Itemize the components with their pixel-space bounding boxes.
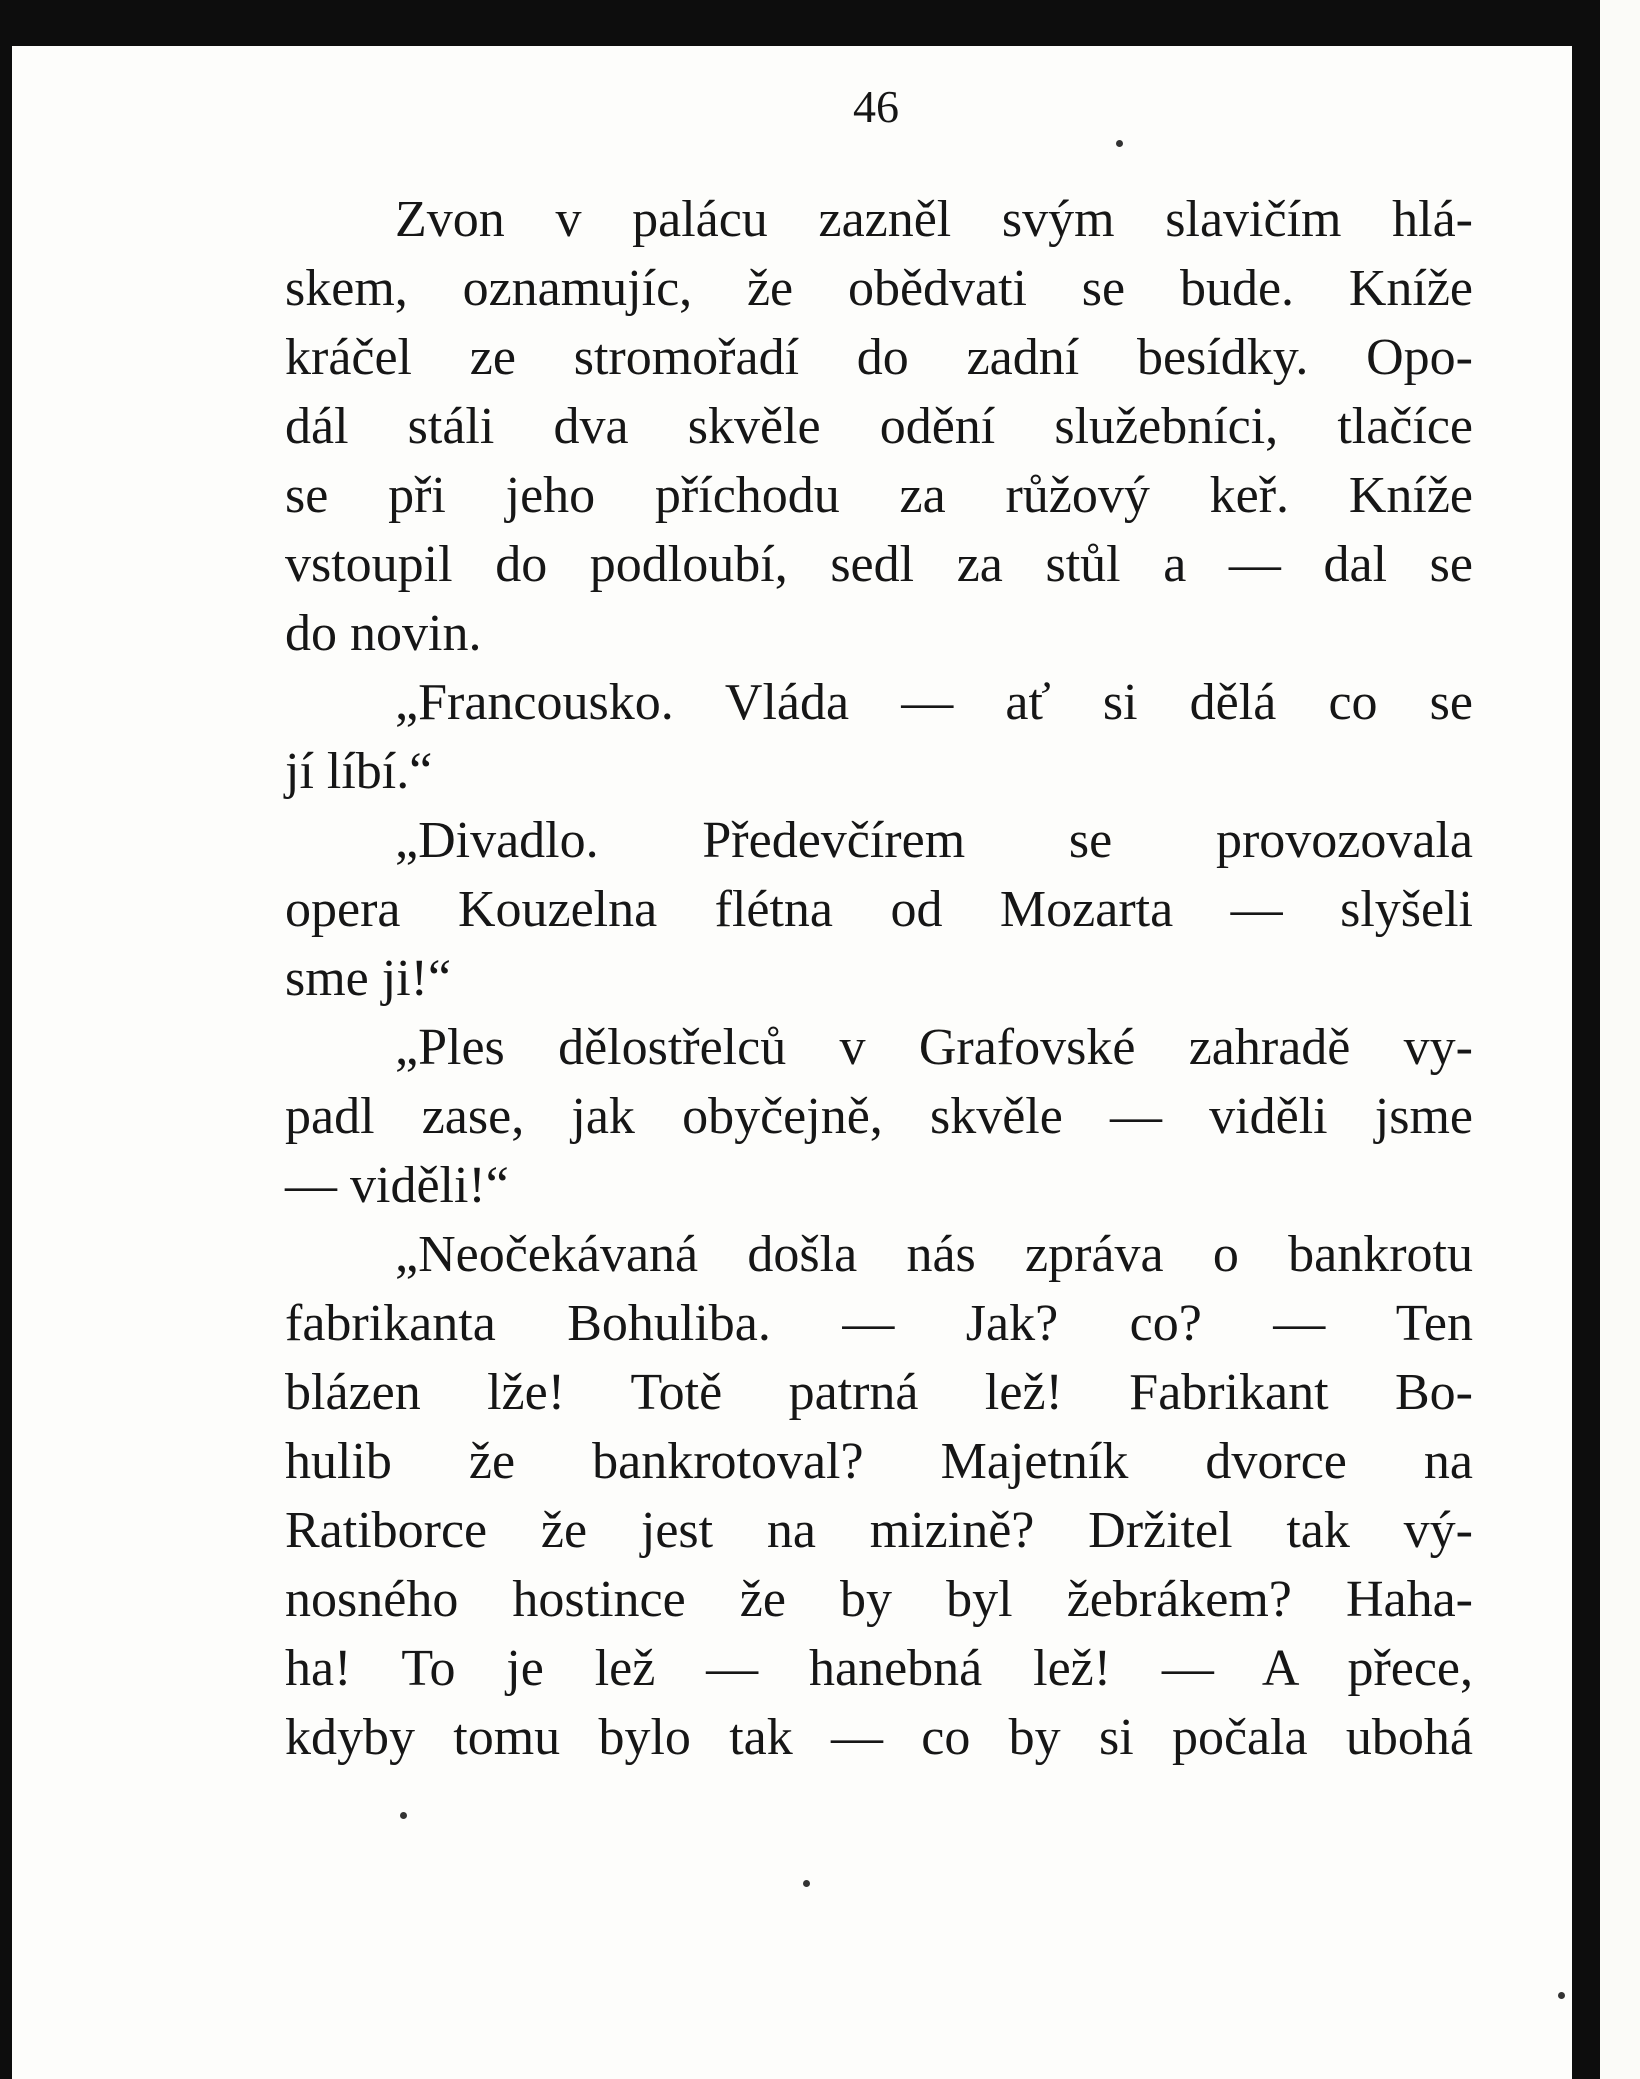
text-line: Zvon v palácu zazněl svým slavičím hlá-: [395, 191, 1473, 248]
text-line: kráčel ze stromořadí do zadní besídky. Opo-: [285, 329, 1473, 386]
scan-speck: [400, 1812, 407, 1819]
scan-speck: [1558, 1992, 1565, 1999]
text-line: opera Kouzelna flétna od Mozarta — slyšeli: [285, 881, 1473, 938]
text-line: kdyby tomu bylo tak — co by si počala ubohá: [285, 1709, 1473, 1766]
text-line: padl zase, jak obyčejně, skvěle — viděli jsme: [285, 1088, 1473, 1145]
text-line: — viděli!“: [285, 1157, 509, 1214]
text-line: blázen lže! Totě patrná lež! Fabrikant Bo-: [285, 1364, 1473, 1421]
text-line: ha! To je lež — hanebná lež! — A přece,: [285, 1640, 1473, 1697]
text-line: hulib že bankrotoval? Majetník dvorce na: [285, 1433, 1473, 1490]
text-line: „Ples dělostřelců v Grafovské zahradě vy-: [395, 1019, 1473, 1076]
text-line: skem, oznamujíc, že obědvati se bude. Kníže: [285, 260, 1473, 317]
text-line: Ratiborce že jest na mizině? Držitel tak vý-: [285, 1502, 1473, 1559]
page-number: 46: [853, 81, 899, 132]
text-line: do novin.: [285, 605, 482, 662]
text-line: nosného hostince že by byl žebrákem? Haha-: [285, 1571, 1473, 1628]
scan-speck: [803, 1880, 810, 1887]
text-line: „Francousko. Vláda — ať si dělá co se: [395, 674, 1473, 731]
scan-speck: [1116, 140, 1123, 147]
text-line: fabrikanta Bohuliba. — Jak? co? — Ten: [285, 1295, 1473, 1352]
text-line: dál stáli dva skvěle odění služebníci, tlačíce: [285, 398, 1473, 455]
text-line: vstoupil do podloubí, sedl za stůl a — dal se: [285, 536, 1473, 593]
body-text: [285, 185, 1473, 1772]
text-line: „Divadlo. Předevčírem se provozovala: [395, 812, 1473, 869]
adjacent-page-edge: [1600, 0, 1640, 2079]
text-line: jí líbí.“: [285, 743, 433, 800]
text-line: „Neočekávaná došla nás zpráva o bankrotu: [395, 1226, 1473, 1283]
text-line: se při jeho příchodu za růžový keř. Kníže: [285, 467, 1473, 524]
text-line: sme ji!“: [285, 950, 452, 1007]
